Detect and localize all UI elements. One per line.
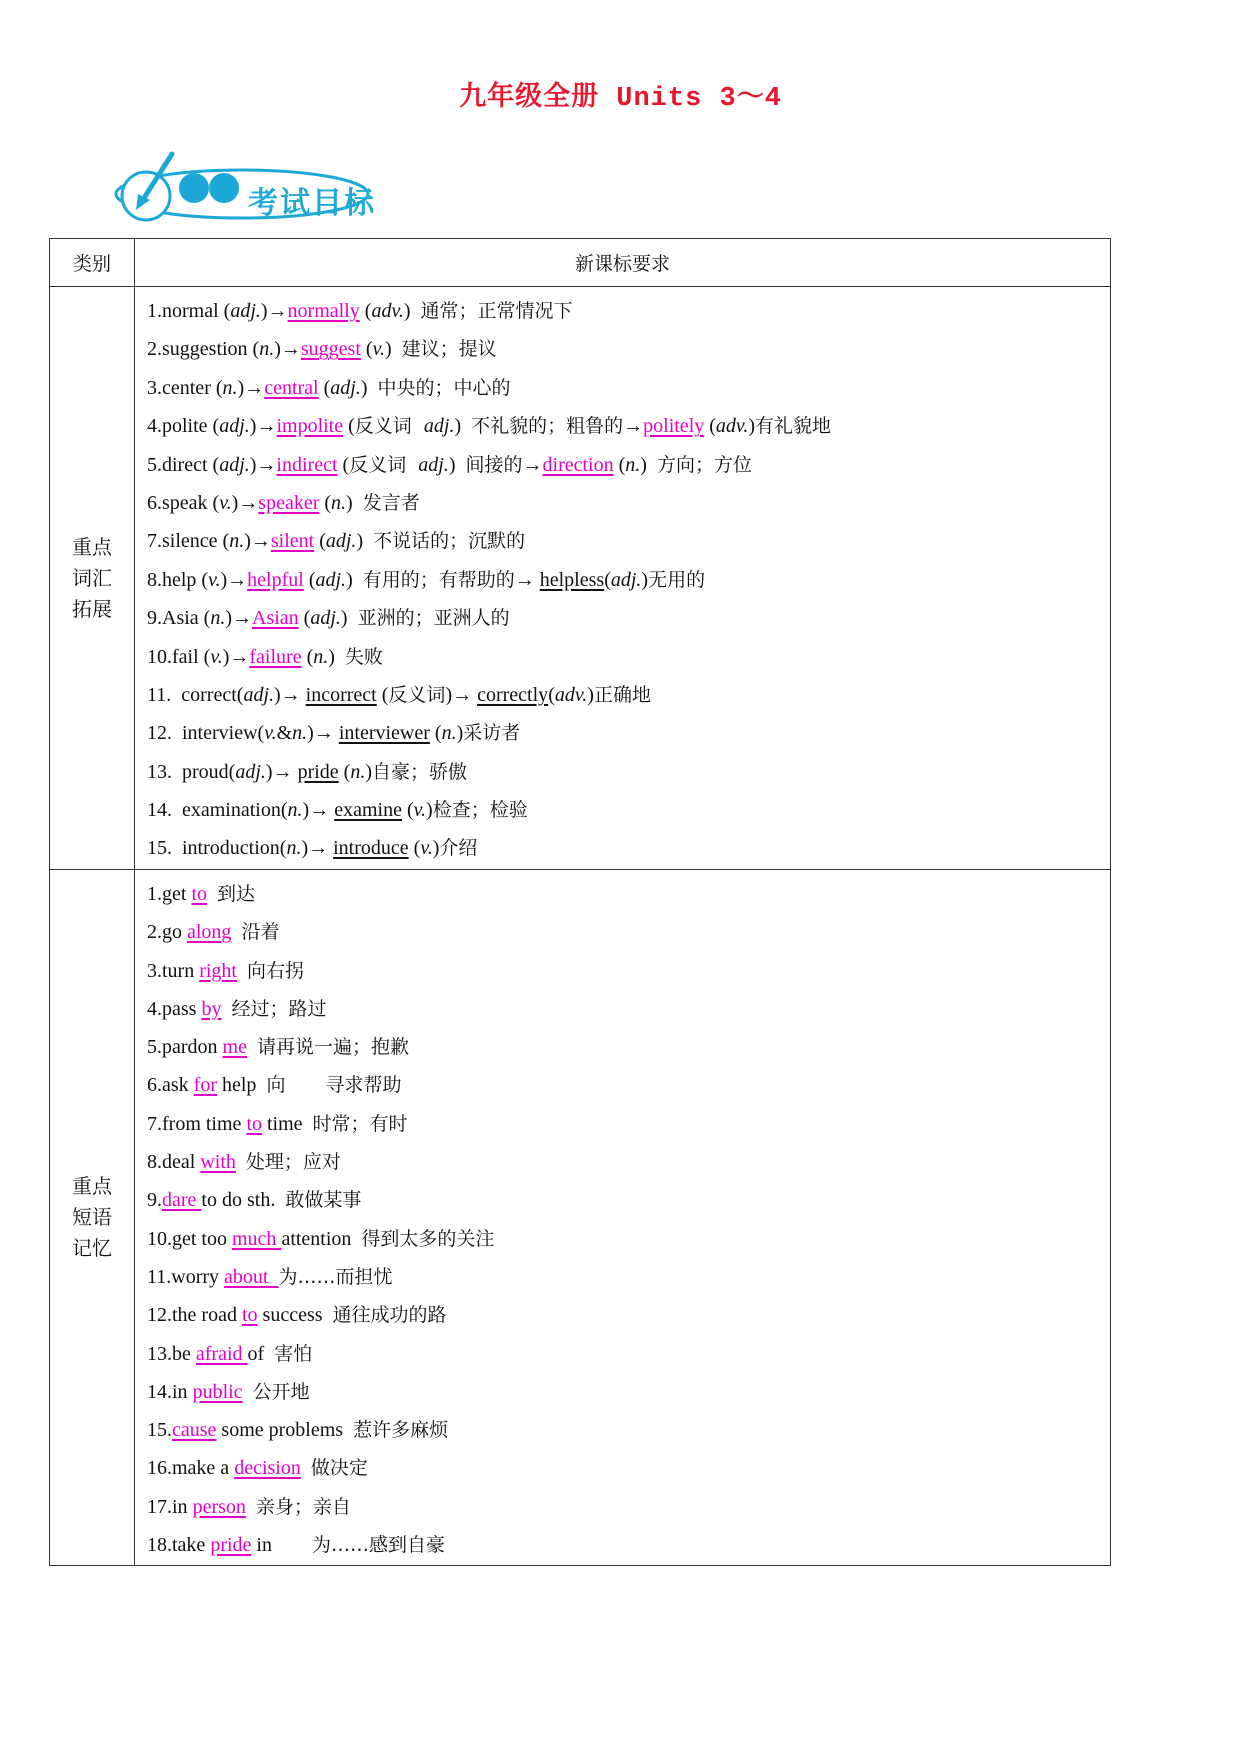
list-item (147, 638, 1110, 676)
item-text: success (257, 1304, 333, 1327)
item-text: ( (704, 415, 716, 438)
chinese-meaning: 为……感到自豪 (311, 1534, 445, 1557)
item-text: 9. (147, 1189, 162, 1212)
item-text: ) (454, 415, 472, 438)
list-item (147, 753, 1110, 791)
answer-text: impolite (276, 415, 344, 438)
chinese-meaning: 不说话的；沉默的 (373, 530, 526, 553)
list-item (147, 292, 1110, 330)
item-text: in (251, 1534, 312, 1557)
item-text: ( (548, 683, 555, 706)
section-vocabulary (50, 287, 1111, 870)
list-item (147, 1143, 1110, 1181)
list-item (147, 1028, 1110, 1066)
pos-label: adv. (371, 300, 404, 322)
item-text: 8.deal (147, 1151, 201, 1174)
item-text: ) (456, 722, 464, 745)
answer-text: along (187, 921, 232, 944)
pos-label: v. (210, 645, 223, 668)
item-text: 14.in (147, 1380, 193, 1403)
list-item (147, 990, 1110, 1028)
pos-label: adj. (235, 760, 266, 783)
answer-text: silent (270, 530, 315, 553)
item-text: ) (365, 760, 372, 783)
badge-dot-1 (179, 173, 209, 203)
item-text: 2.go (147, 921, 187, 944)
list-item (147, 1220, 1110, 1258)
answer-text: suggest (300, 338, 361, 361)
list-item (147, 829, 1110, 867)
pos-label: n. (222, 376, 238, 399)
answer-text: pride (210, 1534, 252, 1557)
pos-label: adj. (610, 568, 642, 591)
item-text: )→ (220, 568, 248, 591)
answer-text: cause (172, 1419, 217, 1442)
item-text: 1.get (147, 883, 192, 905)
category-line: 重点 (72, 534, 112, 559)
underlined-text: incorrect (305, 683, 377, 706)
item-text: ( (343, 415, 355, 438)
item-text (243, 1381, 253, 1403)
chinese-meaning: 做决定 (310, 1457, 368, 1480)
item-text: ) (587, 683, 594, 706)
answer-text: person (192, 1495, 246, 1518)
item-text: )→ (274, 338, 301, 361)
item-text: ) (748, 415, 755, 438)
item-text: ( (338, 760, 351, 783)
chinese-meaning: 向 (266, 1074, 286, 1097)
underlined-text: pride (297, 760, 339, 783)
item-text: ( (401, 799, 414, 822)
chinese-meaning: 到达 (217, 883, 256, 905)
item-text: 11.worry (147, 1265, 225, 1288)
item-text: ) (641, 568, 649, 591)
list-item (147, 407, 1110, 445)
item-text: ( (408, 837, 421, 860)
chinese-meaning: 通往成功的路 (332, 1304, 447, 1327)
badge-label: 考试目标 (248, 186, 376, 221)
answer-text: me (222, 1036, 247, 1059)
item-text (285, 1074, 325, 1096)
item-text: )→ (302, 799, 335, 822)
item-text: ) (640, 453, 657, 476)
item-text: → (522, 453, 543, 476)
item-text: ( (337, 453, 350, 476)
header-requirement: 新课标要求 (135, 239, 1111, 287)
item-text: 7.from time (147, 1112, 247, 1135)
document-title: 九年级全册 Units 3～4 (459, 84, 782, 114)
item-text (231, 921, 241, 943)
item-text: to do sth. (201, 1189, 286, 1212)
pos-label: adj. (230, 300, 261, 322)
item-text: )→ (260, 300, 288, 322)
answer-text: to (191, 883, 207, 905)
item-text: 2.suggestion ( (147, 338, 260, 361)
chinese-meaning: 反义词 (349, 453, 419, 476)
chinese-meaning: 害怕 (274, 1342, 313, 1365)
chinese-meaning: 为……而担忧 (278, 1265, 393, 1288)
chinese-meaning: 惹许多麻烦 (353, 1419, 449, 1442)
pos-label: v. (372, 338, 385, 361)
pos-label: v. (420, 837, 433, 860)
answer-text: to (241, 1304, 258, 1327)
answer-text: by (201, 997, 222, 1020)
item-text: ) (448, 453, 466, 476)
chinese-meaning: 得到太多的关注 (361, 1227, 495, 1250)
list-item (147, 1488, 1110, 1526)
item-text: )→ (445, 683, 478, 706)
item-text: of (247, 1342, 275, 1365)
answer-text: speaker (258, 491, 320, 514)
pos-label: adv. (554, 683, 588, 706)
list-item (147, 791, 1110, 829)
chinese-meaning: 反义词 (388, 683, 446, 706)
list-item (147, 1181, 1110, 1219)
pos-label: v. (219, 491, 232, 514)
list-item (147, 1258, 1110, 1296)
item-text (221, 998, 231, 1020)
item-text (246, 1496, 256, 1518)
item-text: ( (429, 722, 442, 745)
category-line: 记忆 (72, 1236, 112, 1260)
list-item (147, 330, 1110, 368)
answer-text: much (232, 1227, 282, 1250)
list-item (147, 714, 1110, 752)
chinese-meaning: 不礼貌的；粗鲁的 (471, 415, 624, 438)
chinese-meaning: 正确地 (593, 683, 651, 706)
pos-label: adj. (325, 530, 357, 553)
pos-label: n. (350, 760, 366, 783)
phrase-list (135, 870, 1111, 1566)
item-text (301, 1457, 311, 1479)
item-text: ( (298, 607, 311, 630)
list-item (147, 446, 1110, 484)
item-text: time (262, 1112, 313, 1135)
item-text (247, 1036, 257, 1058)
item-text: → (514, 568, 540, 591)
list-item (147, 522, 1110, 560)
list-item (147, 484, 1110, 522)
pos-label: n. (286, 837, 302, 860)
item-text: ) (356, 530, 374, 553)
chinese-meaning: 时常；有时 (312, 1112, 408, 1135)
pos-label: n. (331, 491, 347, 514)
item-text: )→ (237, 376, 265, 399)
item-text: attention (281, 1227, 362, 1250)
chinese-meaning: 经过；路过 (231, 997, 327, 1020)
answer-text: helpful (247, 568, 304, 591)
item-text (236, 1151, 246, 1173)
item-text: 7.silence ( (147, 530, 230, 553)
category-line: 拓展 (72, 596, 112, 621)
item-text: 18.take (147, 1534, 211, 1557)
item-text: ) (340, 607, 358, 630)
item-text: 6.speak ( (147, 491, 220, 514)
list-item (147, 952, 1110, 990)
list-item (147, 875, 1110, 913)
answer-text: afraid (195, 1342, 248, 1365)
item-text: 6.ask (147, 1074, 194, 1097)
pos-label: n. (259, 338, 275, 361)
list-item (147, 1373, 1110, 1411)
requirements-table (49, 238, 1111, 1566)
underlined-text: introduce (333, 837, 409, 860)
item-text: ) (346, 568, 363, 591)
pos-label: n. (313, 645, 329, 668)
item-text: ) (384, 338, 402, 361)
list-item (147, 1411, 1110, 1449)
answer-text: decision (234, 1457, 301, 1480)
chinese-meaning: 有礼貌地 (755, 415, 832, 438)
underlined-text: helpless (539, 568, 605, 591)
pos-label: adj. (418, 453, 449, 476)
chinese-meaning: 发言者 (362, 491, 420, 514)
item-text: 10.get too (147, 1227, 232, 1250)
item-text: ) (346, 491, 363, 514)
item-text: )→ (301, 837, 334, 860)
answer-text: to (246, 1112, 262, 1135)
item-text: ) (360, 376, 378, 399)
item-text: 12. interview( (147, 722, 265, 745)
chinese-meaning: 间接的 (465, 453, 523, 476)
pos-label: n. (210, 607, 226, 630)
chinese-meaning: 检查；检验 (432, 799, 528, 822)
chinese-meaning: 有用的；有帮助的 (362, 568, 515, 591)
item-text: 5.pardon (147, 1036, 223, 1059)
item-text: ( (318, 376, 331, 399)
item-text: ( (319, 491, 332, 514)
pos-label: n. (287, 799, 303, 822)
chinese-meaning: 失败 (344, 645, 383, 668)
item-text: )→ (225, 607, 252, 630)
pos-label: adj. (423, 415, 455, 438)
answer-text: Asian (252, 607, 299, 630)
category-vocabulary (50, 287, 135, 870)
chinese-meaning: 中央的；中心的 (377, 376, 511, 399)
answer-text: for (193, 1074, 217, 1097)
pos-label: v. (264, 722, 277, 745)
item-text: help (217, 1074, 267, 1097)
item-text: ( (303, 568, 316, 591)
chinese-meaning: 亚洲的；亚洲人的 (357, 607, 510, 630)
item-text: ( (360, 338, 373, 361)
category-line: 短语 (72, 1205, 112, 1229)
item-text: 15. (147, 1419, 172, 1442)
answer-text: central (264, 376, 319, 399)
item-text: )→ (265, 760, 298, 783)
item-text: )→ (222, 645, 250, 668)
underlined-text: examine (334, 799, 402, 822)
category-line: 词汇 (72, 565, 112, 590)
item-text (207, 883, 217, 905)
item-text: ) (432, 837, 440, 860)
pos-label: v. (413, 799, 427, 822)
item-text: ) (426, 799, 433, 822)
pos-label: adj. (219, 415, 250, 438)
answer-text: dare (162, 1189, 202, 1212)
list-item (147, 561, 1110, 599)
item-text: 13.be (147, 1342, 196, 1365)
item-text: )→ (244, 530, 271, 553)
item-text: some problems (216, 1419, 354, 1442)
list-item (147, 599, 1110, 637)
item-text: → (623, 415, 644, 438)
chinese-meaning: 介绍 (439, 837, 478, 860)
chinese-meaning: 反义词 (354, 415, 424, 438)
pos-label: n. (441, 722, 457, 745)
list-item (147, 1335, 1110, 1373)
item-text: 3.center ( (147, 376, 223, 399)
list-item (147, 1526, 1110, 1564)
header-category: 类别 (50, 239, 135, 287)
pos-label: adj. (310, 607, 341, 630)
answer-text: failure (249, 645, 302, 668)
chinese-meaning: 向右拐 (247, 959, 305, 982)
list-item (147, 1296, 1110, 1334)
category-line: 重点 (72, 1174, 112, 1198)
list-item (147, 369, 1110, 407)
item-text: 13. proud( (147, 760, 236, 783)
pos-label: n. (292, 722, 308, 745)
item-text: ( (359, 300, 372, 322)
item-text: ( (301, 645, 314, 668)
chinese-meaning: 方向；方位 (656, 453, 752, 476)
chinese-meaning: 请再说一遍；抱歉 (256, 1036, 409, 1059)
item-text: 11. correct( (147, 683, 244, 706)
item-text: 14. examination( (147, 799, 288, 822)
answer-text: about (224, 1265, 279, 1288)
item-text: 9.Asia ( (147, 607, 211, 630)
item-text: )→ (249, 453, 277, 476)
item-text: 16.make a (147, 1457, 235, 1480)
chinese-meaning: 寻求帮助 (325, 1074, 402, 1097)
list-item (147, 1449, 1110, 1487)
item-text: )→ (274, 683, 306, 706)
list-item (147, 676, 1110, 714)
item-text: 4.pass (147, 997, 202, 1020)
pos-label: adj. (219, 453, 250, 476)
item-text: ( (314, 530, 326, 553)
section-phrases (50, 870, 1111, 1566)
item-text: ( (613, 453, 626, 476)
item-text: 17.in (147, 1495, 193, 1518)
item-text: & (276, 722, 293, 745)
item-text: 10.fail ( (147, 645, 211, 668)
list-item (147, 913, 1110, 951)
item-text (237, 960, 247, 982)
item-text: )→ (307, 722, 339, 745)
answer-text: public (192, 1380, 243, 1403)
pos-label: adv. (715, 415, 749, 438)
pos-label: v. (208, 568, 221, 591)
pos-label: n. (229, 530, 245, 553)
chinese-meaning: 无用的 (648, 568, 706, 591)
answer-text: with (200, 1151, 236, 1174)
item-text: )→ (231, 491, 259, 514)
chinese-meaning: 处理；应对 (245, 1151, 341, 1174)
item-text: 15. introduction( (147, 837, 287, 860)
answer-text: politely (643, 415, 705, 438)
chinese-meaning: 公开地 (252, 1380, 310, 1403)
chinese-meaning: 通常；正常情况下 (420, 300, 573, 322)
answer-text: normally (287, 300, 360, 322)
item-text: ) (328, 645, 345, 668)
underlined-text: correctly (477, 683, 549, 706)
underlined-text: interviewer (338, 722, 430, 745)
item-text: 1.normal ( (147, 300, 231, 322)
item-text: 12.the road (147, 1304, 242, 1327)
badge-dot-2 (209, 173, 239, 203)
item-text: 8.help ( (147, 568, 209, 591)
item-text: ) (403, 300, 421, 322)
answer-text: direction (542, 453, 614, 476)
answer-text: indirect (276, 453, 338, 476)
chinese-meaning: 自豪；骄傲 (372, 760, 468, 783)
list-item (147, 1105, 1110, 1143)
item-text: 3.turn (147, 959, 200, 982)
chinese-meaning: 采访者 (463, 722, 521, 745)
category-phrases (50, 870, 135, 1566)
list-item (147, 1066, 1110, 1104)
chinese-meaning: 沿着 (241, 921, 280, 944)
pos-label: n. (625, 453, 641, 476)
chinese-meaning: 敢做某事 (285, 1189, 362, 1212)
item-text: 5.direct ( (147, 453, 220, 476)
pos-label: adj. (243, 683, 274, 706)
pos-label: adj. (315, 568, 347, 591)
item-text: )→ (249, 415, 277, 438)
item-text: ( (604, 568, 611, 591)
item-text: ( (376, 683, 389, 706)
answer-text: right (199, 959, 237, 982)
vocabulary-list (135, 287, 1111, 870)
table-header-row (50, 239, 1111, 287)
chinese-meaning: 建议；提议 (401, 338, 497, 361)
item-text: 4.polite ( (147, 415, 220, 438)
pos-label: adj. (330, 376, 361, 399)
chinese-meaning: 亲身；亲自 (255, 1495, 351, 1518)
